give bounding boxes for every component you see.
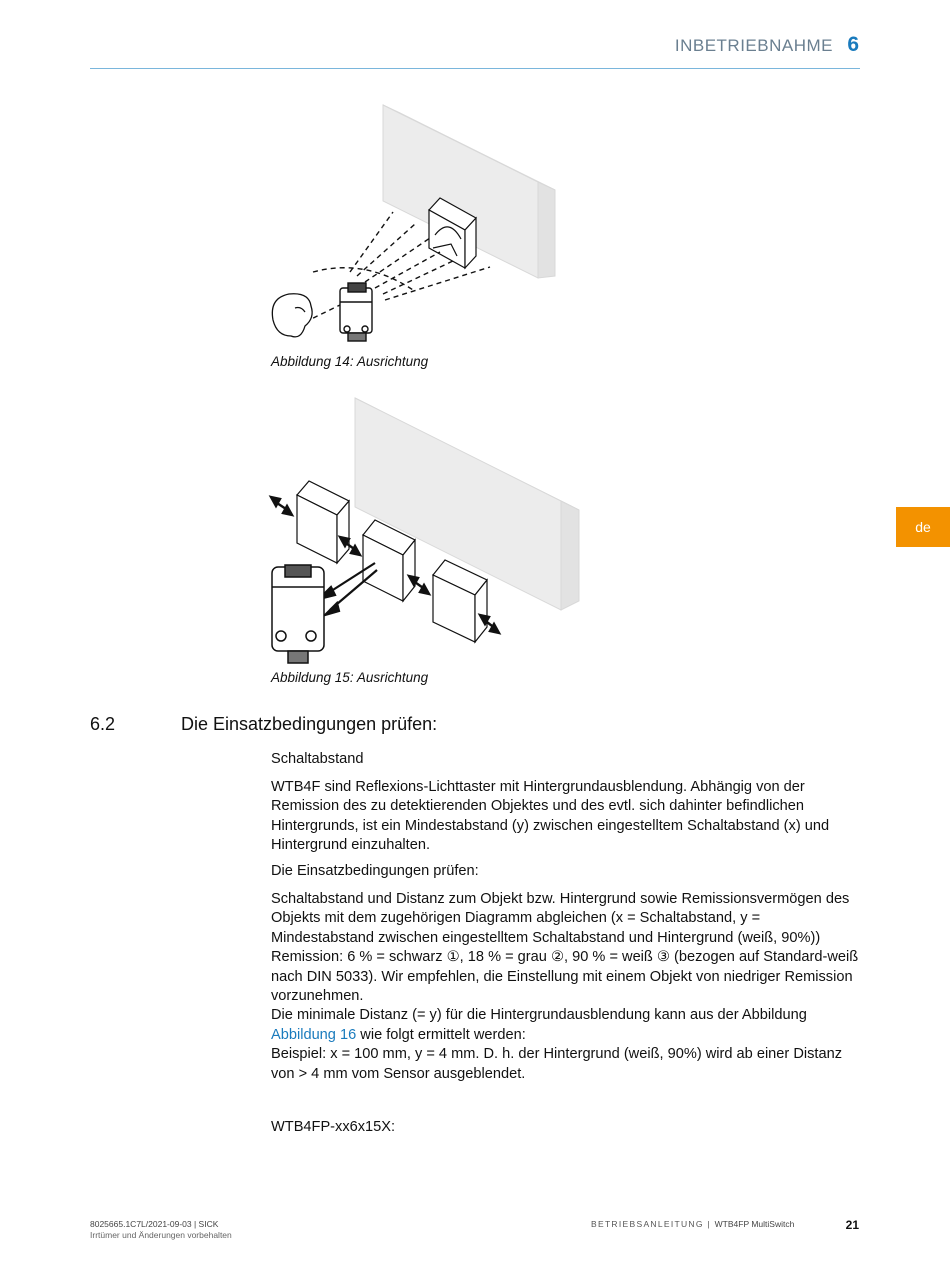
observer-head	[272, 294, 312, 337]
footer-disclaimer: Irrtümer und Änderungen vorbehalten	[90, 1230, 232, 1240]
footer-doc-title	[591, 1219, 794, 1229]
figure-16-link[interactable]: Abbildung 16	[271, 1026, 357, 1043]
paragraph-text-part: Die minimale Distanz (= y) für die Hintergrundausblendung kann aus der Abbildung	[271, 1007, 807, 1024]
header-divider	[90, 68, 860, 69]
paragraph-text: Schaltabstand und Distanz zum Objekt bzw. Hintergrund sowie Remissionsvermögen des Objekts mit dem zugehörigen Diagramm abgleichen (x = Schaltabstand, y = Mindestabstand zwischen eingestelltem Schaltabstand und Hintergrund (weiß, 90%)) Remission: 6 % = schwarz ①, 18 % = grau ②, 90 % = weiß ③ (bezogen auf Standard-weiß nach DIN 5033). Wir empfehlen, die Einstellung mit einem Objekt von niedriger Remission vorzunehmen.	[271, 891, 859, 1005]
section-title: Die Einsatzbedingungen prüfen:	[181, 714, 438, 734]
paragraph-details	[271, 890, 861, 1084]
chapter-title: INBETRIEBNAHME	[674, 36, 833, 55]
language-tab[interactable]	[896, 507, 950, 547]
footer-doc-info	[90, 1219, 232, 1241]
paragraph-text: WTB4F sind Reflexions-Lichttaster mit Hintergrundausblendung. Abhängig von der Remission des zu detektierenden Objektes und des evtl. sich dahinter befindlichen Hintergrunds, ist ein Mindestabstand (y) zwischen eingestelltem Schaltabstand (x) und Hintergrund einzuhalten.	[271, 779, 830, 854]
figure-14-caption: Abbildung 14: Ausrichtung	[271, 354, 429, 369]
paragraph-text-part: wie folgt ermittelt werden:	[360, 1026, 526, 1043]
footer-separator: |	[707, 1219, 711, 1229]
paragraph-text: Die Einsatzbedingungen prüfen:	[271, 863, 479, 879]
photoelectric-sensor	[340, 283, 372, 341]
model-label: WTB4FP-xx6x15X:	[271, 1119, 396, 1135]
language-tab-label: de	[915, 519, 931, 535]
figure-15-alignment-illustration	[265, 395, 585, 670]
chapter-number: 6	[847, 33, 859, 56]
page-number: 21	[845, 1218, 859, 1232]
paragraph-text	[271, 1006, 861, 1045]
subheading: Schaltabstand	[271, 751, 364, 767]
paragraph-check	[271, 862, 861, 881]
paragraph-text: Beispiel: x = 100 mm, y = 4 mm. D. h. der Hintergrund (weiß, 90%) wird ab einer Distanz von > 4 mm vom Sensor ausgeblendet.	[271, 1046, 842, 1082]
footer-doc-type: BETRIEBSANLEITUNG	[591, 1219, 704, 1229]
paragraph-model	[271, 1118, 861, 1137]
photoelectric-sensor	[272, 565, 324, 663]
figure-14-alignment-illustration	[265, 100, 565, 345]
section-number: 6.2	[90, 714, 116, 734]
footer-doc-id: 8025665.1C7L/2021-09-03 | SICK	[90, 1219, 219, 1229]
footer-product: WTB4FP MultiSwitch	[714, 1219, 795, 1229]
figure-15-caption: Abbildung 15: Ausrichtung	[271, 670, 429, 685]
paragraph-intro	[271, 778, 861, 856]
